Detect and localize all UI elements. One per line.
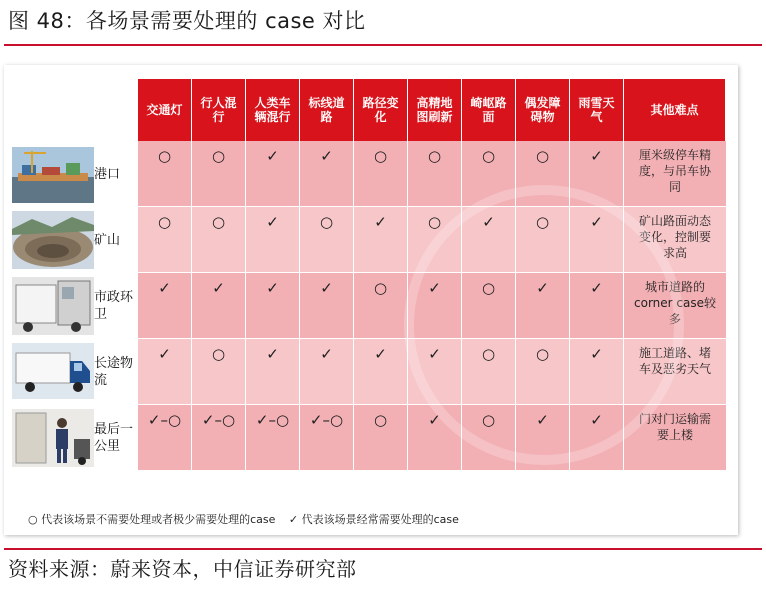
row-label: 长途物流 <box>94 356 134 388</box>
row-label: 港口 <box>94 166 121 182</box>
source-note: 资料来源：蔚来资本，中信证券研究部 <box>8 557 357 581</box>
table-cell: ✓ <box>138 273 192 339</box>
difficulty-note: 厘米级停车精度，与吊车协同 <box>624 141 726 207</box>
table-cell: ✓ <box>462 207 516 273</box>
table-cell: ○ <box>138 207 192 273</box>
table-cell: ✓–○ <box>138 405 192 471</box>
table-cell: ○ <box>408 141 462 207</box>
last-mile-image <box>12 409 94 467</box>
table-cell: ✓ <box>354 207 408 273</box>
difficulty-note: 矿山路面动态变化，控制要求高 <box>624 207 726 273</box>
table-cell: ○ <box>516 141 570 207</box>
table-cell: ✓ <box>354 339 408 405</box>
table-cell: ○ <box>192 339 246 405</box>
comparison-panel <box>4 65 738 535</box>
source-divider <box>4 548 762 550</box>
difficulty-note: 城市道路的corner case较多 <box>624 273 726 339</box>
table-cell: ✓ <box>570 339 624 405</box>
table-cell: ○ <box>354 273 408 339</box>
table-cell: ✓ <box>246 141 300 207</box>
table-cell: ○ <box>408 207 462 273</box>
table-cell: ○ <box>462 273 516 339</box>
table-cell: ○ <box>462 339 516 405</box>
table-cell: ○ <box>192 141 246 207</box>
difficulty-note: 门对门运输需要上楼 <box>624 405 726 471</box>
table-cell: ○ <box>300 207 354 273</box>
mine-image <box>12 211 94 269</box>
table-cell: ○ <box>138 141 192 207</box>
column-header: 路径变化 <box>354 79 408 141</box>
table-cell: ✓–○ <box>246 405 300 471</box>
port-image <box>12 147 94 203</box>
table-cell: ○ <box>516 339 570 405</box>
table-cell: ✓ <box>300 273 354 339</box>
column-header: 崎岖路面 <box>462 79 516 141</box>
table-cell: ✓ <box>246 273 300 339</box>
table-cell: ✓ <box>300 339 354 405</box>
table-cell: ✓ <box>138 339 192 405</box>
title-divider <box>4 44 762 46</box>
table-cell: ✓ <box>246 339 300 405</box>
legend <box>28 511 469 527</box>
table-cell: ✓ <box>570 207 624 273</box>
logistics-truck-image <box>12 343 94 399</box>
sanitation-truck-image <box>12 277 94 335</box>
column-header: 标线道路 <box>300 79 354 141</box>
column-header: 偶发障碍物 <box>516 79 570 141</box>
column-header: 其他难点 <box>624 79 726 141</box>
row-label: 矿山 <box>94 232 121 248</box>
table-cell: ✓ <box>570 273 624 339</box>
table-cell: ○ <box>462 405 516 471</box>
legend-check: ✓ 代表该场景经常需要处理的case <box>288 513 459 526</box>
figure-title: 图 48：各场景需要处理的 case 对比 <box>8 9 366 33</box>
table-cell: ✓ <box>192 273 246 339</box>
column-header: 人类车辆混行 <box>246 79 300 141</box>
table-cell: ✓–○ <box>300 405 354 471</box>
table-cell: ○ <box>192 207 246 273</box>
table-cell: ✓ <box>570 405 624 471</box>
table-cell: ✓ <box>408 405 462 471</box>
difficulty-note: 施工道路、堵车及恶劣天气 <box>624 339 726 405</box>
table-cell: ○ <box>516 207 570 273</box>
column-header: 雨雪天气 <box>570 79 624 141</box>
table-cell: ✓ <box>516 405 570 471</box>
table-cell: ✓ <box>408 273 462 339</box>
table-cell: ○ <box>354 141 408 207</box>
table-cell: ✓ <box>300 141 354 207</box>
table-cell: ✓–○ <box>192 405 246 471</box>
column-header: 交通灯 <box>138 79 192 141</box>
table-cell: ○ <box>462 141 516 207</box>
table-cell: ✓ <box>516 273 570 339</box>
legend-circle: ○ 代表该场景不需要处理或者极少需要处理的case <box>28 513 276 526</box>
table-cell: ✓ <box>570 141 624 207</box>
table-cell: ✓ <box>246 207 300 273</box>
table-cell: ○ <box>354 405 408 471</box>
column-header: 行人混行 <box>192 79 246 141</box>
column-header: 高精地图刷新 <box>408 79 462 141</box>
row-label: 市政环卫 <box>94 290 134 322</box>
table-cell: ✓ <box>408 339 462 405</box>
row-label: 最后一公里 <box>94 422 134 454</box>
